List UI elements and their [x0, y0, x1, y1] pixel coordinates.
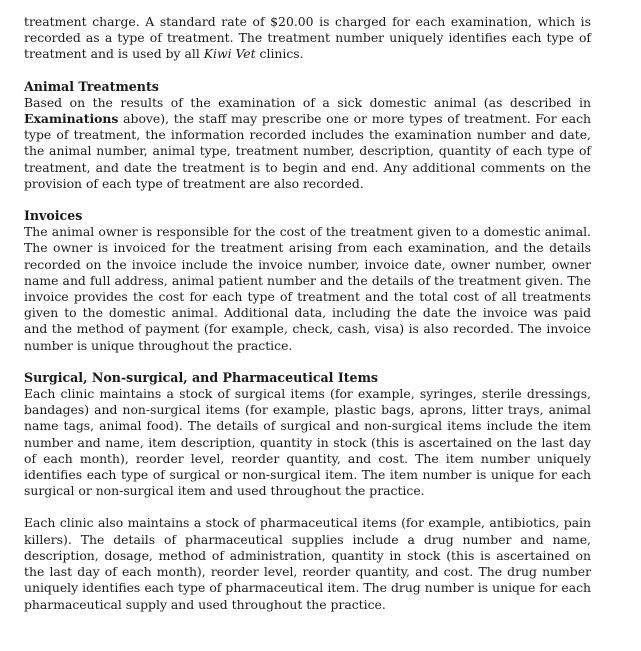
invoices-paragraph: The animal owner is responsible for the cost of the treatment given to a domestic animal. The owner is invoiced for the treatment arising from each examination, and the details recorded on the invoice include the invoice number, invoice date, owner number, owner name and full address, animal patient number and the details of the treatment given. The invoice provides the cost for each type of treatment and the total cost of all treatments given to the domestic animal. Additional data, including the date the invoice was paid and the method of payment (for example, check, cash, visa) is also recorded. The invoice number is unique throughout the practice. [24, 224, 591, 353]
intro-paragraph [24, 14, 591, 63]
animal-treatments-section [24, 79, 591, 192]
intro-text-a: treatment charge. A standard rate of $20.00 is charged for each examination, which is recorded as a type of treatment. The treatment number uniquely identifies each type of treatment and is used by all [24, 14, 591, 62]
intro-section [24, 14, 591, 63]
invoices-section [24, 208, 591, 354]
items-paragraph-pharmaceutical: Each clinic also maintains a stock of pharmaceutical items (for example, antibiotics, pain killers). The details of pharmaceutical supplies include a drug number and name, description, dosage, method of administration, quantity in stock (this is ascertained on the last day of each month), reorder level, reorder quantity, and cost. The drug number uniquely identifies each type of pharmaceutical item. The drug number is unique for each pharmaceutical supply and used throughout the practice. [24, 515, 591, 612]
intro-text-b: clinics. [255, 46, 304, 62]
invoices-heading: Invoices [24, 208, 83, 224]
animal-treatments-heading: Animal Treatments [24, 78, 159, 94]
items-section [24, 370, 591, 613]
brand-name: Kiwi Vet [203, 46, 256, 62]
items-paragraph-surgical: Each clinic maintains a stock of surgical items (for example, syringes, sterile dressings, bandages) and non-surgical items (for example, plastic bags, aprons, litter trays, animal name tags, animal food). The details of surgical and non-surgical items include the item number and name, item description, quantity in stock (this is ascertained on the last day of each month), reorder level, reorder quantity, and cost. The item number uniquely identifies each type of surgical or non-surgical item. The item number is unique for each surgical or non-surgical item and used throughout the practice. [24, 386, 591, 499]
items-heading: Surgical, Non-surgical, and Pharmaceutical Items [24, 369, 378, 385]
animal-treatments-text-b: above), the staff may prescribe one or more types of treatment. For each type of treatment, the information recorded includes the examination number and date, the animal number, animal type, treatment number, description, quantity of each type of treatment, and date the treatment is to begin and end. Any additional comments on the provision of each type of treatment are also recorded. [24, 111, 591, 191]
examinations-reference: Examinations [24, 111, 119, 127]
animal-treatments-text-a: Based on the results of the examination of a sick domestic animal (as described in [24, 94, 591, 110]
animal-treatments-paragraph [24, 95, 591, 192]
